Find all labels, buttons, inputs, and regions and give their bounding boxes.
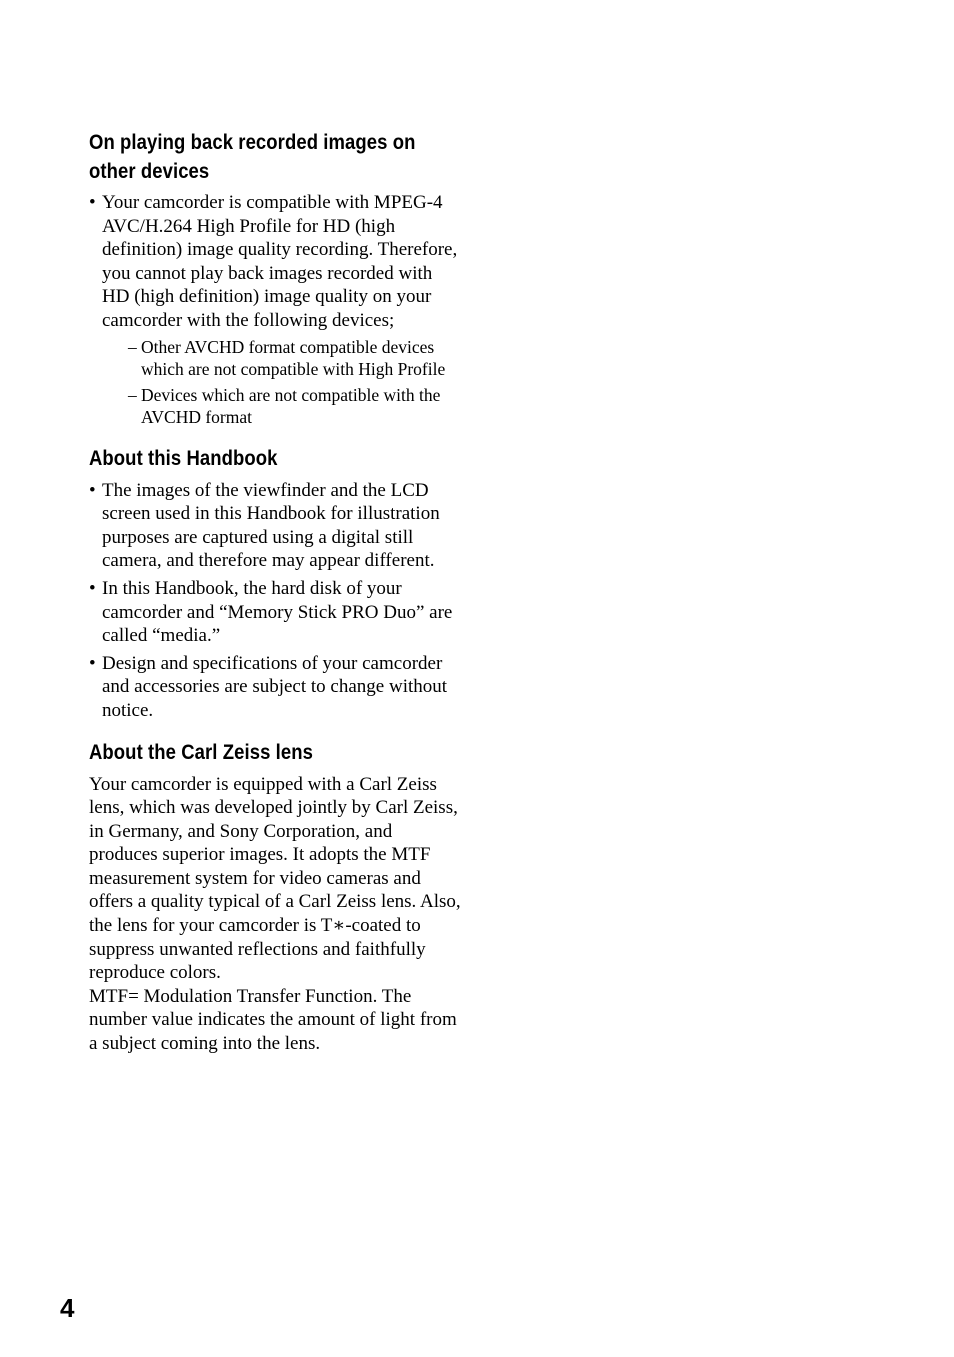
bullet-list bbox=[89, 479, 461, 723]
bullet-text: Design and specifications of your camcorder and accessories are subject to change without notice. bbox=[102, 652, 448, 721]
section-playback-other-devices bbox=[89, 128, 461, 428]
bullet-item bbox=[89, 652, 461, 723]
bullet-icon: • bbox=[89, 652, 96, 674]
bullet-item bbox=[89, 577, 461, 648]
section-heading: On playing back recorded images on other devices bbox=[89, 131, 416, 183]
body-paragraph: MTF= Modulation Transfer Function. The number value indicates the amount of light from a subject coming into the lens. bbox=[89, 985, 457, 1055]
body-paragraph: Your camcorder is equipped with a Carl Zeiss lens, which was developed jointly by Carl Zeiss, in Germany, and Sony Corporation, and produces superior images. It adopts the MTF measurement system for video cameras and offers a quality typical of a Carl Zeiss lens. Also, the lens for your camcorder is T∗-coated to suppress unwanted reflections and faithfully reproduce colors. bbox=[89, 773, 461, 984]
bullet-icon: • bbox=[89, 192, 96, 213]
section-heading: About this Handbook bbox=[89, 446, 278, 470]
main-column bbox=[89, 128, 461, 1056]
page-number: 4 bbox=[60, 1293, 75, 1323]
dash-item bbox=[128, 336, 461, 380]
section-about-handbook bbox=[89, 444, 461, 723]
bullet-text: In this Handbook, the hard disk of your camcorder and “Memory Stick PRO Duo” are called “media.” bbox=[102, 577, 453, 647]
dash-list bbox=[102, 336, 461, 428]
bullet-text: Your camcorder is compatible with MPEG-4 AVC/H.264 High Profile for HD (high definition) image quality recording. Therefore, you cannot play back images recorded with HD (high definition) image quality on your camcorder with the following devices; bbox=[102, 192, 458, 331]
bullet-list bbox=[89, 191, 461, 428]
dash-icon: – bbox=[128, 384, 137, 405]
bullet-icon: • bbox=[89, 577, 96, 599]
dash-item bbox=[128, 384, 461, 428]
bullet-text: The images of the viewfinder and the LCD screen used in this Handbook for illustration purposes are captured using a digital still camera, and therefore may appear different. bbox=[102, 479, 440, 572]
bullet-icon: • bbox=[89, 479, 96, 501]
dash-icon: – bbox=[128, 336, 137, 357]
bullet-item bbox=[89, 191, 461, 428]
section-heading: About the Carl Zeiss lens bbox=[89, 740, 314, 764]
bullet-item bbox=[89, 479, 461, 573]
dash-text: Devices which are not compatible with the AVCHD format bbox=[141, 384, 441, 427]
dash-text: Other AVCHD format compatible devices which are not compatible with High Profile bbox=[141, 336, 446, 379]
section-carl-zeiss-lens bbox=[89, 738, 461, 1056]
